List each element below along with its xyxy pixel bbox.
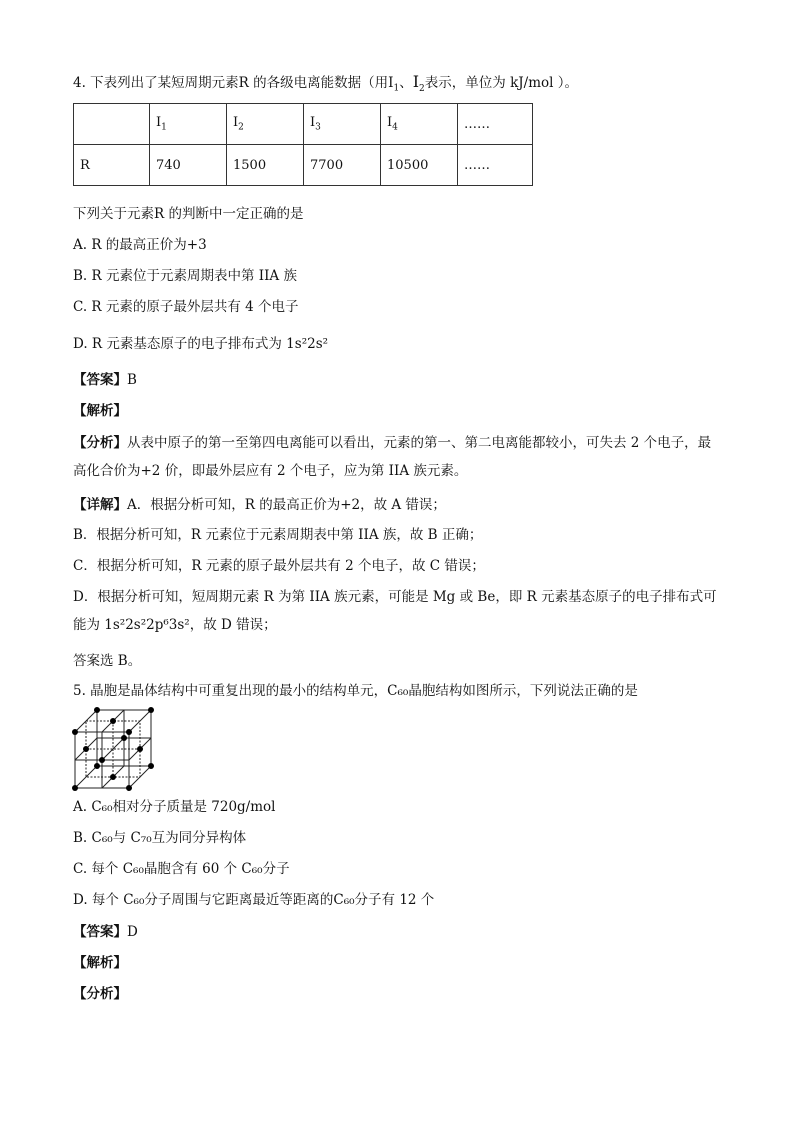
answer-value: D [127, 924, 138, 940]
q4-detail-a [73, 495, 446, 515]
q4-option-b: B. R 元素位于元素周期表中第 IIA 族 [73, 268, 297, 284]
detail-tag: 【详解】 [73, 497, 127, 513]
stem-separator: 、 [399, 75, 413, 91]
q4-option-d: D. R 元素基态原子的电子排布式为 1s²2s² [73, 336, 329, 352]
q5-answer [73, 922, 138, 942]
q5-option-d: D. 每个 C₆₀分子周围与它距离最近等距离的C₆₀分子有 12 个 [73, 892, 435, 908]
q5-analysis-tag: 【解析】 [73, 955, 127, 971]
table-header-row [74, 104, 533, 145]
q4-stem-post: 表示，单位为 kJ/mol ）。 [424, 75, 579, 91]
q5-option-a: A. C₆₀相对分子质量是 720g/mol [73, 799, 276, 815]
q4-option-c: C. R 元素的原子最外层共有 4 个电子 [73, 299, 299, 315]
q4-prompt: 下列关于元素R 的判断中一定正确的是 [73, 206, 304, 222]
q4-stem-pre: 4. 下表列出了某短周期元素R 的各级电离能数据（用 [73, 75, 389, 91]
answer-tag: 【答案】 [73, 924, 127, 940]
table-cell: 1500 [227, 145, 304, 186]
q5-stem: 5. 晶胞是晶体结构中可重复出现的最小的结构单元，C₆₀晶胞结构如图所示，下列说法正确的是 [73, 683, 638, 699]
fenxi-tag: 【分析】 [73, 435, 127, 451]
table-header-i3: $I_3$ [304, 104, 381, 145]
fenxi-text: 从表中原子的第一至第四电离能可以看出，元素的第一、第二电离能都较小，可失去 2 个电子，最高化合价为+2 价，即最外层应有 2 个电子，应为第 IIA 族元素。 [73, 435, 712, 479]
table-header-i2: $I_2$ [227, 104, 304, 145]
q4-detail-b: B．根据分析可知，R 元素位于元素周期表中第 IIA 族，故 B 正确； [73, 527, 483, 543]
q4-detail-d: D．根据分析可知，短周期元素 R 为第 IIA 族元素，可能是 Mg 或 Be，即 R 元素基态原子的电子排布式可能为 1s²2s²2p⁶3s²，故 D 错误； [73, 589, 717, 633]
q5-option-c: C. 每个 C₆₀晶胞含有 60 个 C₆₀分子 [73, 861, 290, 877]
answer-tag: 【答案】 [73, 372, 127, 388]
ionization-symbol-1: $I_1$ [388, 75, 400, 94]
q4-option-a: A. R 的最高正价为+3 [73, 237, 207, 253]
q4-conclusion: 答案选 B。 [73, 653, 142, 669]
table-row [74, 145, 533, 186]
table-row-label: R [74, 145, 150, 186]
q5-option-b: B. C₆₀与 C₇₀互为同分异构体 [73, 830, 247, 846]
table-header-ellipsis: …… [458, 104, 533, 145]
table-cell: …… [458, 145, 533, 186]
q4-analysis-tag: 【解析】 [73, 403, 127, 419]
ionization-table [73, 103, 533, 186]
table-cell: 740 [150, 145, 227, 186]
q4-fenxi [73, 429, 723, 485]
q4-detail-c: C．根据分析可知，R 元素的原子最外层共有 2 个电子，故 C 错误； [73, 558, 485, 574]
c60-unit-cell-diagram [72, 706, 156, 792]
table-cell: 7700 [304, 145, 381, 186]
q5-fenxi-tag: 【分析】 [73, 986, 127, 1002]
q4-stem [73, 72, 578, 99]
table-header-i4: $I_4$ [381, 104, 458, 145]
ionization-symbol-2: $I_2$ [412, 72, 425, 95]
q4-answer [73, 370, 137, 390]
table-cell: 10500 [381, 145, 458, 186]
detail-a-text: A．根据分析可知，R 的最高正价为+2，故 A 错误； [127, 497, 446, 513]
answer-value: B [127, 372, 137, 388]
table-corner-cell [74, 104, 150, 145]
table-header-i1: $I_1$ [150, 104, 227, 145]
